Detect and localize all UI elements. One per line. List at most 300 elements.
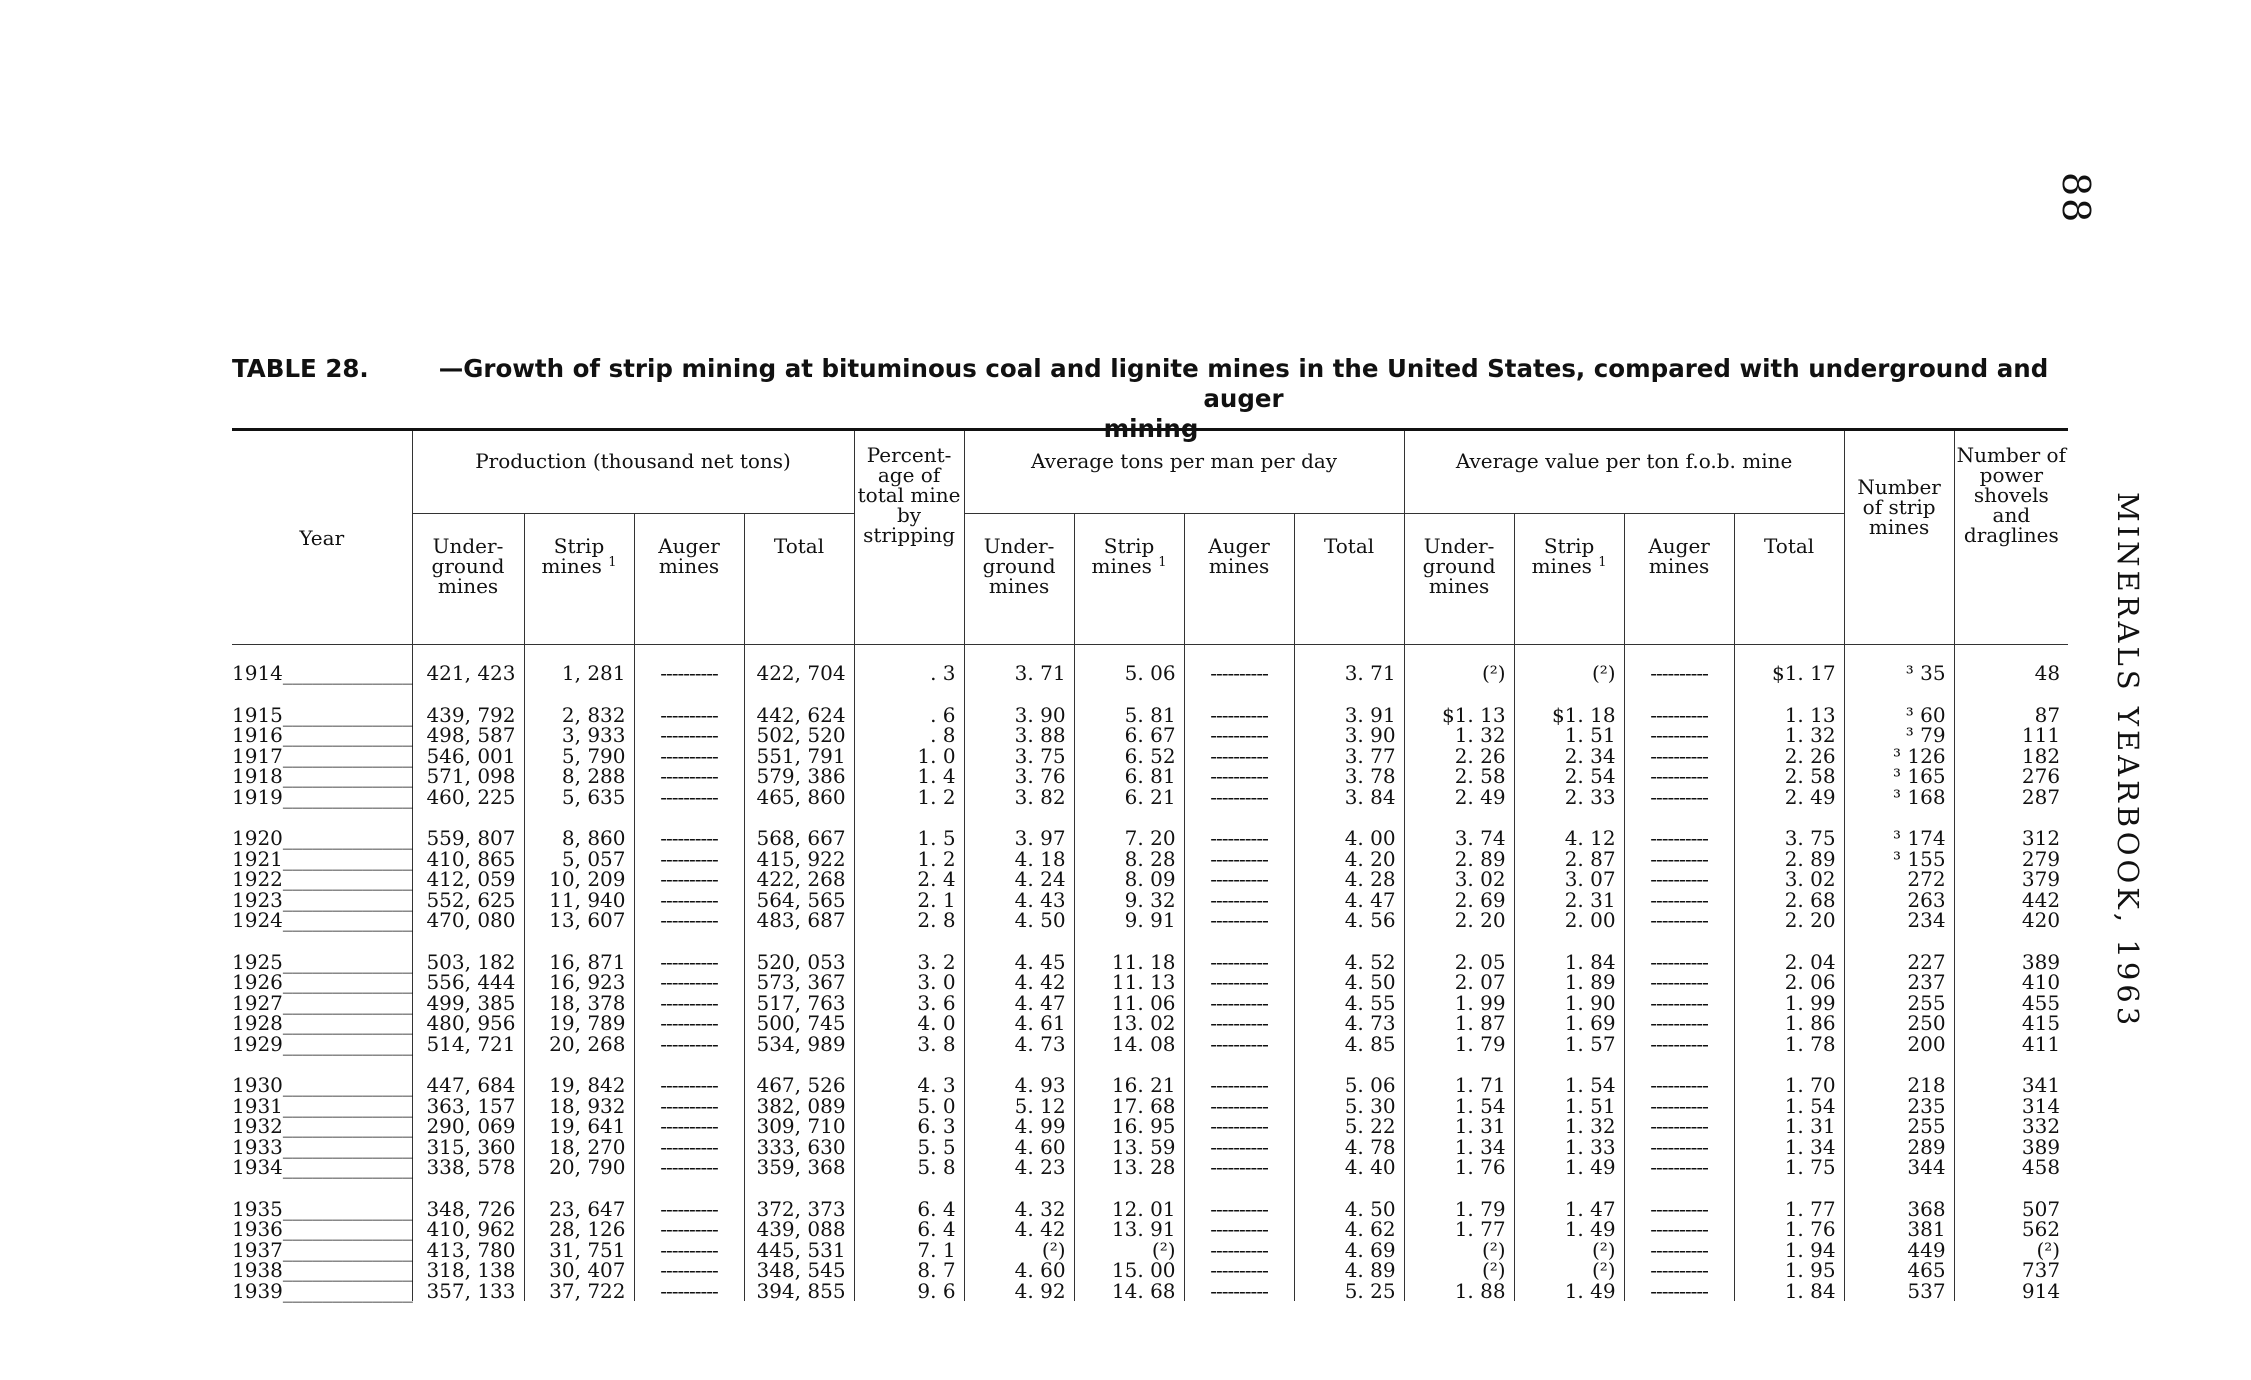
cell-percent-stripping: 3. 2	[854, 931, 964, 973]
cell-value-underground: 1. 79	[1404, 1178, 1514, 1220]
cell-production-auger: ----------	[634, 787, 744, 808]
cell-year: 1930_____________	[232, 1073, 413, 1097]
footnote-mark: 1	[608, 555, 617, 570]
cell-tons-underground: 4. 73	[964, 1034, 1074, 1055]
cell-production-underground: 503, 182	[412, 931, 524, 973]
cell-tons-auger: ----------	[1184, 807, 1294, 849]
cell-value-underground: 2. 20	[1404, 910, 1514, 931]
cell-shovel-count: 182	[1954, 746, 2068, 767]
cell-production-underground: 470, 080	[412, 910, 524, 931]
cell-strip-mine-count: 255	[1844, 1116, 1954, 1137]
cell-tons-strip: 9. 32	[1074, 890, 1184, 911]
cell-tons-auger: ----------	[1184, 1260, 1294, 1281]
header-strip-count: Number of strip mines	[1844, 430, 1954, 645]
cell-tons-underground: 4. 47	[964, 993, 1074, 1014]
cell-strip-mine-count: ³ 155	[1844, 849, 1954, 870]
table-row	[232, 1054, 2068, 1096]
cell-percent-stripping: 6. 3	[854, 1116, 964, 1137]
cell-value-strip: 1. 49	[1514, 1219, 1624, 1240]
cell-shovel-count: 389	[1954, 1137, 2068, 1158]
cell-tons-auger: ----------	[1184, 1240, 1294, 1261]
cell-percent-stripping: 5. 0	[854, 1096, 964, 1117]
cell-tons-underground: 3. 82	[964, 787, 1074, 808]
cell-year: 1932_____________	[232, 1114, 413, 1138]
cell-tons-strip: 8. 28	[1074, 849, 1184, 870]
cell-value-strip: 2. 00	[1514, 910, 1624, 931]
cell-value-total: 1. 13	[1734, 684, 1844, 726]
cell-percent-stripping: 3. 0	[854, 972, 964, 993]
cell-production-auger: ----------	[634, 1013, 744, 1034]
cell-year: 1923_____________	[232, 887, 413, 912]
cell-tons-total: 3. 77	[1294, 746, 1404, 767]
cell-value-auger: ----------	[1624, 725, 1734, 746]
cell-tons-underground: 4. 32	[964, 1178, 1074, 1220]
cell-strip-mine-count: ³ 79	[1844, 725, 1954, 746]
running-head: MINERALS YEARBOOK, 1963	[2111, 492, 2145, 1030]
cell-production-total: 568, 667	[744, 807, 854, 849]
cell-production-underground: 556, 444	[412, 972, 524, 993]
table-row	[232, 869, 2068, 890]
cell-value-total: 1. 95	[1734, 1260, 1844, 1281]
cell-percent-stripping: 8. 7	[854, 1260, 964, 1281]
cell-shovel-count: 341	[1954, 1054, 2068, 1096]
cell-tons-auger: ----------	[1184, 725, 1294, 746]
header-strip	[1074, 514, 1184, 645]
cell-tons-auger: ----------	[1184, 1096, 1294, 1117]
cell-production-auger: ----------	[634, 807, 744, 849]
cell-tons-strip: 6. 21	[1074, 787, 1184, 808]
cell-percent-stripping: 3. 8	[854, 1034, 964, 1055]
cell-tons-auger: ----------	[1184, 1034, 1294, 1055]
cell-value-strip: 3. 07	[1514, 869, 1624, 890]
cell-production-strip: 19, 842	[524, 1054, 634, 1096]
cell-value-underground: 1. 76	[1404, 1157, 1514, 1178]
cell-year: 1915_____________	[232, 702, 413, 727]
cell-value-auger: ----------	[1624, 1116, 1734, 1137]
table-row	[232, 931, 2068, 973]
cell-production-total: 382, 089	[744, 1096, 854, 1117]
cell-production-total: 445, 531	[744, 1240, 854, 1261]
cell-value-strip: 1. 51	[1514, 725, 1624, 746]
cell-year: 1927_____________	[232, 990, 413, 1015]
cell-percent-stripping: 4. 0	[854, 1013, 964, 1034]
header-auger: Auger mines	[1184, 514, 1294, 645]
cell-production-auger: ----------	[634, 1116, 744, 1137]
cell-value-total: 1. 32	[1734, 725, 1844, 746]
header-underground: Under-ground mines	[964, 514, 1074, 645]
cell-year: 1926_____________	[232, 970, 413, 994]
header-percentage: Percent-age of total mine by stripping	[854, 430, 964, 645]
table-row	[232, 1116, 2068, 1137]
cell-tons-total: 4. 00	[1294, 807, 1404, 849]
cell-value-total: 3. 75	[1734, 807, 1844, 849]
cell-tons-total: 3. 91	[1294, 684, 1404, 726]
cell-production-strip: 20, 268	[524, 1034, 634, 1055]
cell-percent-stripping: 1. 0	[854, 746, 964, 767]
cell-production-strip: 18, 378	[524, 993, 634, 1014]
cell-production-total: 534, 989	[744, 1034, 854, 1055]
cell-production-total: 348, 545	[744, 1260, 854, 1281]
cell-production-auger: ----------	[634, 1178, 744, 1220]
header-production: Production (thousand net tons)	[412, 430, 854, 514]
cell-value-underground: 1. 31	[1404, 1116, 1514, 1137]
header-total: Total	[1294, 514, 1404, 645]
cell-year: 1922_____________	[232, 867, 413, 891]
cell-tons-total: 4. 47	[1294, 890, 1404, 911]
cell-value-strip: 2. 33	[1514, 787, 1624, 808]
cell-production-underground: 315, 360	[412, 1137, 524, 1158]
cell-tons-total: 5. 30	[1294, 1096, 1404, 1117]
cell-tons-auger: ----------	[1184, 1281, 1294, 1302]
cell-strip-mine-count: 344	[1844, 1157, 1954, 1178]
header-strip-label: Strip mines	[1531, 534, 1595, 578]
cell-value-total: 2. 20	[1734, 910, 1844, 931]
cell-production-underground: 410, 962	[412, 1219, 524, 1240]
cell-production-total: 465, 860	[744, 787, 854, 808]
cell-value-strip: 1. 84	[1514, 931, 1624, 973]
cell-strip-mine-count: 272	[1844, 869, 1954, 890]
cell-value-underground: 1. 54	[1404, 1096, 1514, 1117]
table-row	[232, 645, 2068, 684]
cell-production-auger: ----------	[634, 993, 744, 1014]
cell-year: 1928_____________	[232, 1011, 413, 1035]
cell-shovel-count: 420	[1954, 910, 2068, 931]
cell-value-auger: ----------	[1624, 869, 1734, 890]
cell-strip-mine-count: 289	[1844, 1137, 1954, 1158]
cell-shovel-count: 507	[1954, 1178, 2068, 1220]
cell-year: 1933_____________	[232, 1134, 413, 1159]
cell-shovel-count: 312	[1954, 807, 2068, 849]
cell-production-underground: 413, 780	[412, 1240, 524, 1261]
cell-production-auger: ----------	[634, 849, 744, 870]
cell-production-total: 442, 624	[744, 684, 854, 726]
cell-tons-strip: 7. 20	[1074, 807, 1184, 849]
cell-production-total: 439, 088	[744, 1219, 854, 1240]
cell-production-total: 502, 520	[744, 725, 854, 746]
cell-value-auger: ----------	[1624, 972, 1734, 993]
cell-strip-mine-count: ³ 126	[1844, 746, 1954, 767]
cell-tons-total: 4. 69	[1294, 1240, 1404, 1261]
cell-production-strip: 28, 126	[524, 1219, 634, 1240]
cell-tons-underground: 4. 23	[964, 1157, 1074, 1178]
cell-production-auger: ----------	[634, 1157, 744, 1178]
cell-percent-stripping: 6. 4	[854, 1219, 964, 1240]
cell-tons-strip: 5. 06	[1074, 645, 1184, 684]
cell-value-strip: 1. 57	[1514, 1034, 1624, 1055]
cell-value-auger: ----------	[1624, 1240, 1734, 1261]
cell-shovel-count: (²)	[1954, 1240, 2068, 1261]
cell-production-strip: 19, 641	[524, 1116, 634, 1137]
cell-percent-stripping: 1. 2	[854, 849, 964, 870]
header-underground: Under-ground mines	[1404, 514, 1514, 645]
cell-production-total: 483, 687	[744, 910, 854, 931]
cell-tons-strip: 11. 13	[1074, 972, 1184, 993]
cell-value-strip: 2. 34	[1514, 746, 1624, 767]
header-strip-label: Strip mines	[541, 534, 605, 578]
cell-tons-total: 4. 73	[1294, 1013, 1404, 1034]
cell-production-auger: ----------	[634, 890, 744, 911]
cell-year: 1935_____________	[232, 1196, 413, 1221]
cell-tons-strip: 14. 08	[1074, 1034, 1184, 1055]
cell-tons-total: 4. 85	[1294, 1034, 1404, 1055]
cell-strip-mine-count: 235	[1844, 1096, 1954, 1117]
cell-tons-strip: 14. 68	[1074, 1281, 1184, 1302]
cell-production-total: 333, 630	[744, 1137, 854, 1158]
cell-shovel-count: 458	[1954, 1157, 2068, 1178]
cell-percent-stripping: 1. 4	[854, 766, 964, 787]
cell-year: 1917_____________	[232, 743, 413, 768]
cell-value-total: 2. 89	[1734, 849, 1844, 870]
cell-percent-stripping: . 3	[854, 645, 964, 684]
cell-tons-auger: ----------	[1184, 1013, 1294, 1034]
cell-production-auger: ----------	[634, 645, 744, 684]
cell-year: 1920_____________	[232, 826, 413, 850]
cell-value-auger: ----------	[1624, 1096, 1734, 1117]
cell-percent-stripping: 9. 6	[854, 1281, 964, 1302]
cell-tons-total: 4. 50	[1294, 1178, 1404, 1220]
cell-value-auger: ----------	[1624, 1260, 1734, 1281]
cell-production-auger: ----------	[634, 725, 744, 746]
header-tons-per-man: Average tons per man per day	[964, 430, 1404, 514]
cell-production-underground: 357, 133	[412, 1281, 524, 1302]
cell-tons-strip: 12. 01	[1074, 1178, 1184, 1220]
cell-tons-strip: 16. 95	[1074, 1116, 1184, 1137]
cell-production-strip: 5, 057	[524, 849, 634, 870]
cell-value-total: 3. 02	[1734, 869, 1844, 890]
table-row	[232, 766, 2068, 787]
cell-tons-total: 4. 89	[1294, 1260, 1404, 1281]
cell-production-strip: 37, 722	[524, 1281, 634, 1302]
cell-production-underground: 480, 956	[412, 1013, 524, 1034]
cell-tons-auger: ----------	[1184, 766, 1294, 787]
header-year: Year	[232, 430, 412, 645]
cell-value-underground: 2. 89	[1404, 849, 1514, 870]
cell-value-underground: 1. 34	[1404, 1137, 1514, 1158]
cell-tons-strip: 13. 28	[1074, 1157, 1184, 1178]
cell-tons-auger: ----------	[1184, 890, 1294, 911]
table-row	[232, 1034, 2068, 1055]
cell-production-auger: ----------	[634, 1034, 744, 1055]
cell-production-auger: ----------	[634, 746, 744, 767]
cell-value-underground: 2. 26	[1404, 746, 1514, 767]
cell-percent-stripping: . 6	[854, 684, 964, 726]
cell-value-auger: ----------	[1624, 787, 1734, 808]
cell-value-auger: ----------	[1624, 931, 1734, 973]
cell-production-underground: 460, 225	[412, 787, 524, 808]
cell-production-strip: 3, 933	[524, 725, 634, 746]
cell-year: 1938_____________	[232, 1258, 413, 1282]
cell-tons-underground: (²)	[964, 1240, 1074, 1261]
cell-value-total: 1. 84	[1734, 1281, 1844, 1302]
cell-year: 1934_____________	[232, 1155, 413, 1179]
cell-tons-strip: 15. 00	[1074, 1260, 1184, 1281]
cell-production-strip: 20, 790	[524, 1157, 634, 1178]
cell-tons-underground: 3. 97	[964, 807, 1074, 849]
cell-value-strip: 4. 12	[1514, 807, 1624, 849]
header-underground: Under-ground mines	[412, 514, 524, 645]
table-row	[232, 993, 2068, 1014]
table-title-line2: mining	[1103, 414, 1199, 443]
cell-percent-stripping: 7. 1	[854, 1240, 964, 1261]
cell-production-strip: 8, 288	[524, 766, 634, 787]
cell-value-total: 1. 54	[1734, 1096, 1844, 1117]
cell-tons-auger: ----------	[1184, 869, 1294, 890]
cell-year: 1937_____________	[232, 1237, 413, 1262]
cell-value-underground: 2. 49	[1404, 787, 1514, 808]
table-row	[232, 1178, 2068, 1220]
cell-value-underground: 2. 69	[1404, 890, 1514, 911]
table-row	[232, 910, 2068, 931]
page-number: 88	[2054, 172, 2098, 225]
cell-tons-total: 3. 90	[1294, 725, 1404, 746]
cell-production-strip: 13, 607	[524, 910, 634, 931]
cell-value-strip: 1. 33	[1514, 1137, 1624, 1158]
table-row	[232, 1240, 2068, 1261]
table-row	[232, 1281, 2068, 1302]
cell-value-strip: (²)	[1514, 1260, 1624, 1281]
cell-shovel-count: 455	[1954, 993, 2068, 1014]
cell-percent-stripping: 1. 5	[854, 807, 964, 849]
cell-tons-strip: 6. 67	[1074, 725, 1184, 746]
cell-tons-underground: 4. 61	[964, 1013, 1074, 1034]
cell-tons-underground: 4. 42	[964, 972, 1074, 993]
cell-production-total: 564, 565	[744, 890, 854, 911]
cell-tons-total: 4. 20	[1294, 849, 1404, 870]
cell-value-auger: ----------	[1624, 849, 1734, 870]
cell-tons-total: 4. 50	[1294, 972, 1404, 993]
cell-year: 1916_____________	[232, 723, 413, 747]
cell-production-total: 551, 791	[744, 746, 854, 767]
cell-year: 1921_____________	[232, 846, 413, 871]
cell-production-strip: 16, 871	[524, 931, 634, 973]
cell-shovel-count: 410	[1954, 972, 2068, 993]
cell-percent-stripping: 5. 5	[854, 1137, 964, 1158]
cell-production-auger: ----------	[634, 910, 744, 931]
cell-percent-stripping: 4. 3	[854, 1054, 964, 1096]
cell-value-total: 2. 58	[1734, 766, 1844, 787]
cell-production-strip: 31, 751	[524, 1240, 634, 1261]
cell-tons-total: 5. 06	[1294, 1054, 1404, 1096]
cell-tons-total: 4. 52	[1294, 931, 1404, 973]
cell-value-underground: 1. 77	[1404, 1219, 1514, 1240]
cell-tons-total: 4. 40	[1294, 1157, 1404, 1178]
cell-value-total: 1. 34	[1734, 1137, 1844, 1158]
cell-value-underground: (²)	[1404, 1240, 1514, 1261]
table-row	[232, 1157, 2068, 1178]
cell-tons-auger: ----------	[1184, 972, 1294, 993]
cell-tons-total: 5. 22	[1294, 1116, 1404, 1137]
cell-tons-auger: ----------	[1184, 684, 1294, 726]
cell-production-strip: 11, 940	[524, 890, 634, 911]
cell-tons-underground: 4. 93	[964, 1054, 1074, 1096]
cell-tons-auger: ----------	[1184, 993, 1294, 1014]
cell-tons-auger: ----------	[1184, 1054, 1294, 1096]
cell-value-total: 1. 99	[1734, 993, 1844, 1014]
cell-value-strip: 2. 54	[1514, 766, 1624, 787]
cell-strip-mine-count: ³ 168	[1844, 787, 1954, 808]
cell-tons-strip: 8. 09	[1074, 869, 1184, 890]
cell-tons-auger: ----------	[1184, 910, 1294, 931]
cell-production-auger: ----------	[634, 1240, 744, 1261]
cell-production-underground: 318, 138	[412, 1260, 524, 1281]
cell-strip-mine-count: 465	[1844, 1260, 1954, 1281]
cell-strip-mine-count: 537	[1844, 1281, 1954, 1302]
footnote-mark: 1	[1598, 555, 1607, 570]
cell-production-auger: ----------	[634, 1281, 744, 1302]
cell-value-auger: ----------	[1624, 746, 1734, 767]
cell-tons-strip: (²)	[1074, 1240, 1184, 1261]
table-title-line1: —Growth of strip mining at bituminous coal and lignite mines in the United States, compared with underground and auger	[438, 354, 2049, 413]
cell-value-total: 1. 94	[1734, 1240, 1844, 1261]
cell-production-total: 422, 268	[744, 869, 854, 890]
cell-production-auger: ----------	[634, 1096, 744, 1117]
cell-production-underground: 514, 721	[412, 1034, 524, 1055]
cell-value-total: 2. 49	[1734, 787, 1844, 808]
cell-value-strip: 1. 47	[1514, 1178, 1624, 1220]
table-row	[232, 1137, 2068, 1158]
cell-tons-auger: ----------	[1184, 1157, 1294, 1178]
cell-shovel-count: 287	[1954, 787, 2068, 808]
table-row	[232, 1219, 2068, 1240]
cell-tons-auger: ----------	[1184, 787, 1294, 808]
cell-tons-underground: 5. 12	[964, 1096, 1074, 1117]
cell-shovel-count: 415	[1954, 1013, 2068, 1034]
cell-value-auger: ----------	[1624, 1178, 1734, 1220]
cell-production-auger: ----------	[634, 684, 744, 726]
cell-production-underground: 498, 587	[412, 725, 524, 746]
cell-tons-underground: 4. 92	[964, 1281, 1074, 1302]
cell-value-strip: 2. 31	[1514, 890, 1624, 911]
cell-percent-stripping: 6. 4	[854, 1178, 964, 1220]
footnote-mark: 1	[1158, 555, 1167, 570]
cell-tons-auger: ----------	[1184, 931, 1294, 973]
cell-tons-strip: 17. 68	[1074, 1096, 1184, 1117]
cell-production-total: 520, 053	[744, 931, 854, 973]
header-auger: Auger mines	[1624, 514, 1734, 645]
cell-tons-underground: 3. 76	[964, 766, 1074, 787]
header-total: Total	[744, 514, 854, 645]
table-row	[232, 684, 2068, 726]
table-row	[232, 1260, 2068, 1281]
strip-mining-table	[232, 428, 2068, 1301]
cell-value-strip: 1. 89	[1514, 972, 1624, 993]
cell-value-auger: ----------	[1624, 910, 1734, 931]
cell-tons-strip: 11. 06	[1074, 993, 1184, 1014]
cell-production-total: 359, 368	[744, 1157, 854, 1178]
cell-value-strip: 1. 49	[1514, 1281, 1624, 1302]
cell-value-underground: (²)	[1404, 645, 1514, 684]
cell-year: 1936_____________	[232, 1217, 413, 1241]
cell-production-auger: ----------	[634, 972, 744, 993]
cell-value-total: 1. 78	[1734, 1034, 1844, 1055]
cell-percent-stripping: . 8	[854, 725, 964, 746]
cell-production-strip: 8, 860	[524, 807, 634, 849]
cell-tons-underground: 4. 45	[964, 931, 1074, 973]
cell-value-auger: ----------	[1624, 1281, 1734, 1302]
cell-tons-total: 4. 28	[1294, 869, 1404, 890]
cell-value-total: 1. 86	[1734, 1013, 1844, 1034]
cell-value-underground: 1. 88	[1404, 1281, 1514, 1302]
cell-strip-mine-count: 218	[1844, 1054, 1954, 1096]
cell-production-strip: 18, 270	[524, 1137, 634, 1158]
cell-production-auger: ----------	[634, 1137, 744, 1158]
cell-production-total: 517, 763	[744, 993, 854, 1014]
cell-tons-auger: ----------	[1184, 849, 1294, 870]
cell-production-strip: 19, 789	[524, 1013, 634, 1034]
cell-production-total: 422, 704	[744, 645, 854, 684]
cell-shovel-count: 87	[1954, 684, 2068, 726]
cell-production-total: 467, 526	[744, 1054, 854, 1096]
